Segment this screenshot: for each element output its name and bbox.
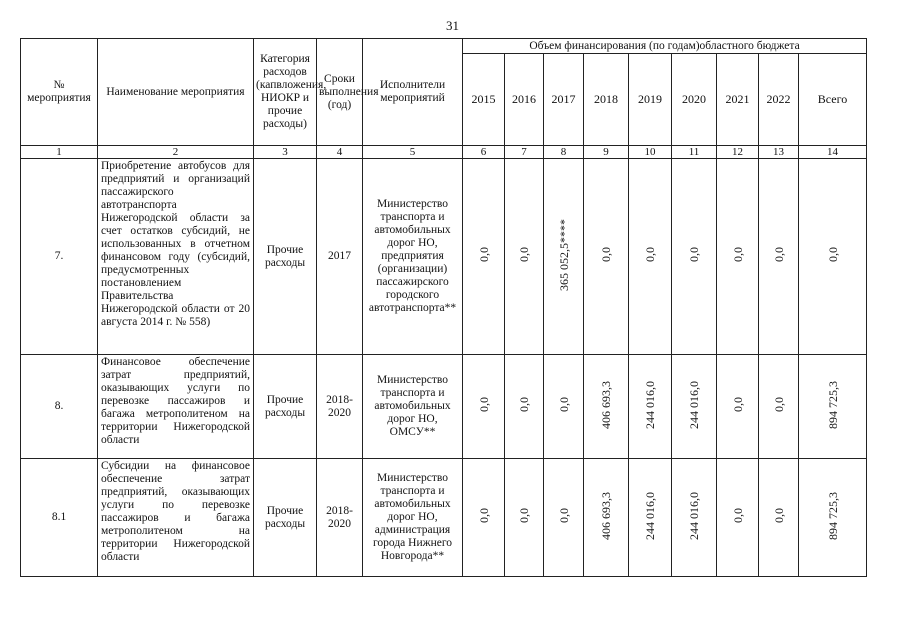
value-cell xyxy=(717,459,759,577)
value-text: 0,0 xyxy=(825,247,840,262)
value-cell xyxy=(799,355,867,459)
header-year: 2019 xyxy=(629,54,672,146)
row-category: Прочие расходы xyxy=(254,355,317,459)
value-text: 0,0 xyxy=(730,508,745,523)
row-category: Прочие расходы xyxy=(254,159,317,355)
header-year: 2017 xyxy=(544,54,584,146)
header-name: Наименование мероприятия xyxy=(98,39,254,146)
value-cell xyxy=(759,355,799,459)
row-terms: 2017 xyxy=(317,159,363,355)
column-number-row xyxy=(21,146,867,159)
header-year: 2020 xyxy=(672,54,717,146)
row-number: 7. xyxy=(21,159,98,355)
row-category: Прочие расходы xyxy=(254,459,317,577)
header-year: 2018 xyxy=(584,54,629,146)
value-cell xyxy=(717,159,759,355)
header-year: 2021 xyxy=(717,54,759,146)
page-number: 31 xyxy=(446,18,459,33)
row-name: Финансовое обеспечение затрат предприятий, оказывающих услуги по перевозке пассажиров и багажа метрополитеном на территории Нижегородской области xyxy=(98,355,254,459)
value-cell xyxy=(629,459,672,577)
value-text: 0,0 xyxy=(476,247,491,262)
value-text: 0,0 xyxy=(476,397,491,412)
value-cell xyxy=(629,355,672,459)
column-number: 1 xyxy=(21,146,98,159)
value-cell xyxy=(544,459,584,577)
value-cell xyxy=(463,159,505,355)
value-cell xyxy=(672,355,717,459)
value-text: 244 016,0 xyxy=(687,380,701,429)
funding-table xyxy=(20,38,867,577)
value-text: 406 693,3 xyxy=(599,380,613,429)
row-name: Приобретение автобусов для предприятий и организаций пассажирского автотранспорта Нижегородской области за счет остатков субсидий, не использованных в отчетном финансовом году (субсидий, предусмотренных постановлением Правительства Нижегородской области от 20 августа 2014 г. № 558) xyxy=(98,159,254,355)
value-cell xyxy=(759,159,799,355)
header-terms: Сроки выполнения (год) xyxy=(317,39,363,146)
column-number: 13 xyxy=(759,146,799,159)
row-executors: Министерство транспорта и автомобильных дорог НО, администрация города Нижнего Новгорода** xyxy=(363,459,463,577)
value-text: 365 052,5**** xyxy=(556,218,571,291)
value-cell xyxy=(463,355,505,459)
value-text: 894 725,3 xyxy=(825,491,840,540)
value-text: 0,0 xyxy=(771,397,786,412)
row-number: 8. xyxy=(21,355,98,459)
header-no: № мероприятия xyxy=(21,39,98,146)
row-terms: 2018-2020 xyxy=(317,355,363,459)
table-row xyxy=(21,459,867,577)
value-cell xyxy=(584,459,629,577)
header-year: 2016 xyxy=(505,54,544,146)
column-number: 11 xyxy=(672,146,717,159)
column-number: 9 xyxy=(584,146,629,159)
header-year: 2022 xyxy=(759,54,799,146)
table-row xyxy=(21,355,867,459)
column-number: 3 xyxy=(254,146,317,159)
value-cell xyxy=(759,459,799,577)
value-text: 244 016,0 xyxy=(643,491,657,540)
column-number: 12 xyxy=(717,146,759,159)
value-text: 0,0 xyxy=(687,247,701,262)
column-number: 14 xyxy=(799,146,867,159)
value-text: 0,0 xyxy=(730,247,745,262)
row-executors: Министерство транспорта и автомобильных дорог НО, предприятия (организации) пассажирского городского автотранспорта** xyxy=(363,159,463,355)
header-total: Всего xyxy=(799,54,867,146)
value-cell xyxy=(717,355,759,459)
column-number: 7 xyxy=(505,146,544,159)
value-cell xyxy=(505,355,544,459)
value-cell xyxy=(584,355,629,459)
value-text: 244 016,0 xyxy=(643,380,657,429)
value-cell xyxy=(799,459,867,577)
column-number: 8 xyxy=(544,146,584,159)
row-terms: 2018-2020 xyxy=(317,459,363,577)
value-text: 0,0 xyxy=(517,397,531,412)
value-text: 0,0 xyxy=(556,508,571,523)
row-number: 8.1 xyxy=(21,459,98,577)
value-text: 0,0 xyxy=(517,508,531,523)
header-executors: Исполнители мероприятий xyxy=(363,39,463,146)
value-text: 894 725,3 xyxy=(825,380,840,429)
value-cell xyxy=(672,159,717,355)
column-number: 10 xyxy=(629,146,672,159)
value-cell xyxy=(463,459,505,577)
value-cell xyxy=(799,159,867,355)
value-cell xyxy=(505,459,544,577)
value-text: 0,0 xyxy=(556,397,571,412)
value-text: 0,0 xyxy=(643,247,657,262)
column-number: 5 xyxy=(363,146,463,159)
row-executors: Министерство транспорта и автомобильных дорог НО, ОМСУ** xyxy=(363,355,463,459)
value-text: 0,0 xyxy=(599,247,613,262)
header-category: Категория расходов (капвложения, НИОКР и прочие расходы) xyxy=(254,39,317,146)
column-number: 2 xyxy=(98,146,254,159)
value-text: 0,0 xyxy=(476,508,491,523)
row-name: Субсидии на финансовое обеспечение затрат предприятий, оказывающих услуги по перевозке пассажиров и багажа метрополитеном на территории Нижегородской области xyxy=(98,459,254,577)
header-funding-group: Объем финансирования (по годам)областного бюджета xyxy=(463,39,867,54)
column-number: 4 xyxy=(317,146,363,159)
header-year: 2015 xyxy=(463,54,505,146)
value-cell xyxy=(544,159,584,355)
value-cell xyxy=(672,459,717,577)
value-cell xyxy=(505,159,544,355)
value-text: 0,0 xyxy=(771,247,786,262)
value-cell xyxy=(629,159,672,355)
value-text: 0,0 xyxy=(517,247,531,262)
value-text: 244 016,0 xyxy=(687,491,701,540)
column-number: 6 xyxy=(463,146,505,159)
value-cell xyxy=(544,355,584,459)
value-cell xyxy=(584,159,629,355)
value-text: 0,0 xyxy=(730,397,745,412)
header-row-1 xyxy=(21,39,867,54)
value-text: 0,0 xyxy=(771,508,786,523)
table-row xyxy=(21,159,867,355)
value-text: 406 693,3 xyxy=(599,491,613,540)
